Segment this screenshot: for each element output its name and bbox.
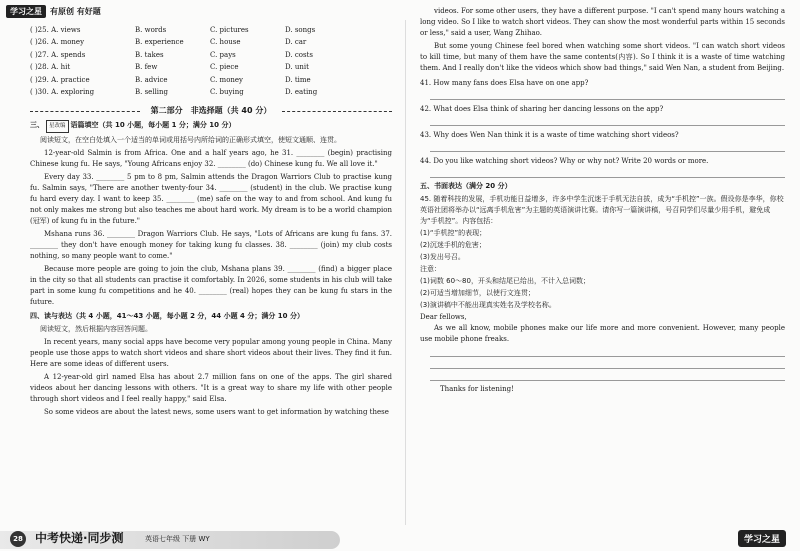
mc-row <box>30 24 392 37</box>
writing-line[interactable] <box>430 359 785 369</box>
writing-prompt: 45. 随着科技的发展，手机功能日益增多，许多中学生沉迷于手机无法自拔，成为“手机控”一族。假设你是李华，你校英语社团将举办以“远离手机危害”为主题的英语演讲比赛。请你写一篇演讲稿，号召同学们尽量少用手机，避免成为“手机控”。内容包括： <box>420 195 784 225</box>
page-number: 28 <box>10 531 26 547</box>
edition-label: 英语七年级 下册 WY <box>145 535 210 543</box>
mc-row <box>30 62 392 75</box>
section-4-instructions: 阅读短文，然后根据内容回答问题。 <box>40 325 152 333</box>
mc-option: B. few <box>135 63 158 72</box>
passage-paragraph: But some young Chinese feel bored when watching some short videos. "I can watch short videos to kill time, but many of them have the same contents(内容). So I think it is a waste of time watching them. And I really don't like the videos which show bad things," said Wen Nan, a student from Beijing. <box>420 42 785 72</box>
section-3-title: 语篇填空（共 10 小题，每小题 1 分；满分 10 分） <box>70 121 236 129</box>
mc-option: C. money <box>210 75 244 84</box>
part-two-heading: 第二部分 非选择题（共 40 分） <box>30 105 392 116</box>
section-5-heading: 五、书面表达（满分 20 分） <box>420 182 512 190</box>
mc-option: C. buying <box>210 88 244 97</box>
note-item: (1)词数 60～80，开头和结尾已给出，不计入总词数； <box>420 277 590 285</box>
mc-option: D. unit <box>285 63 309 72</box>
section-4-heading: 四、读与表达（共 4 小题，41～43 小题，每小题 2 分，44 小题 4 分；满分 10 分） <box>30 312 304 320</box>
section-3-instructions: 阅读短文，在空白处填入一个适当的单词或用括号内所给词的正确形式填空，使短文通顺、连贯。 <box>40 136 341 144</box>
section-3-heading <box>30 120 392 133</box>
prompt-item: (3)发出号召。 <box>420 253 465 261</box>
passage-paragraph: Because more people are going to join the club, Mshana plans 39. ________ (find) a bigger place in the city so that all students can practise it comfortably. In 2026, some students in his club will take part in some kung fu competitions and he 40. ________ (real) hopes they can be kung fu stars in the future. <box>30 265 392 306</box>
mc-option: B. experience <box>135 38 184 47</box>
letter-closing: Thanks for listening! <box>440 385 514 393</box>
passage-paragraph: 12-year-old Salmin is from Africa. One and a half years ago, he 31. ________ (begin) practising Chinese kung fu. He says, "Young Africans enjoy 32. ________ (do) Chinese kung fu. We all love it." <box>30 149 392 168</box>
mc-option: A. spends <box>51 50 86 59</box>
header-bar <box>6 4 101 18</box>
multiple-choice-block <box>30 24 392 99</box>
answer-line[interactable] <box>430 90 785 100</box>
mc-option: C. house <box>210 38 241 47</box>
notes-title: 注意： <box>420 265 441 273</box>
series-title: 中考快递·同步测 <box>35 531 124 545</box>
answer-line[interactable] <box>430 116 785 126</box>
letter-opening: As we all know, mobile phones make our life more and more convenient. However, many people use mobile phone freaks. <box>420 324 785 343</box>
question-43: 43. Why does Wen Nan think it is a waste of time watching short videos? <box>420 131 679 139</box>
mc-option: B. advice <box>135 75 168 84</box>
passage-paragraph: Mshana runs 36. ________ Dragon Warriors Club. He says, "Lots of Africans are kung fu fans. 37. ________ they don't have enough money for taking kung fu classes. 38. ________ (join) my club costs nothing, so many people want to come." <box>30 230 392 260</box>
writing-line[interactable] <box>430 347 785 357</box>
mc-option: A. money <box>51 38 85 47</box>
mc-row <box>30 87 392 100</box>
passage-paragraph: A 12-year-old girl named Elsa has about 2.7 million fans on one of the apps. The girl shared videos about her dancing lessons with others. "It is a great way to share my life with other people through short videos and I feel really happy," said Elsa. <box>30 373 392 403</box>
mc-num: ( )29. <box>30 75 49 84</box>
note-item: (3)演讲稿中不能出现真实姓名及学校名称。 <box>420 301 556 309</box>
mc-option: D. car <box>285 38 307 47</box>
mc-option: C. piece <box>210 63 239 72</box>
question-44: 44. Do you like watching short videos? Why or why not? Write 20 words or more. <box>420 157 709 165</box>
mc-option: B. selling <box>135 88 169 97</box>
mc-row <box>30 74 392 87</box>
question-42: 42. What does Elsa think of sharing her dancing lessons on the app? <box>420 105 664 113</box>
mc-option: D. costs <box>285 50 313 59</box>
mc-option: C. pays <box>210 50 236 59</box>
mc-num: ( )30. <box>30 88 49 97</box>
mc-row <box>30 49 392 62</box>
prompt-item: (1)“手机控”的表现； <box>420 229 487 237</box>
column-divider <box>405 20 406 525</box>
answer-line[interactable] <box>430 142 785 152</box>
header-slogan: 有原创 有好题 <box>50 6 101 16</box>
mc-option: B. words <box>135 25 167 34</box>
answer-line[interactable] <box>430 168 785 178</box>
mc-option: A. hit <box>51 63 71 72</box>
passage-paragraph: Every day 33. ________ 5 pm to 8 pm, Salmin attends the Dragon Warriors Club to practise kung fu. Salmin says, "There are another twenty-four 34. ________ (student) in the club. We practise kung fu hard every day. I want to keep 35. ________ (me) safe on the way to and from school. And kung fu not only makes me strong but also teaches me about hard work. My dream is to be a world champion (冠军) of kung fu in the future." <box>30 173 392 225</box>
prompt-item: (2)沉迷手机的危害； <box>420 241 486 249</box>
question-41: 41. How many fans does Elsa have on one app? <box>420 79 589 87</box>
mc-num: ( )27. <box>30 50 49 59</box>
writing-line[interactable] <box>430 371 785 381</box>
left-column <box>30 24 392 420</box>
mc-option: D. songs <box>285 25 316 34</box>
mc-option: A. views <box>51 25 81 34</box>
mc-option: C. pictures <box>210 25 249 34</box>
brand-logo: 学习之星 <box>6 5 46 18</box>
mc-option: D. time <box>285 75 311 84</box>
section-3-number: 三、 <box>30 121 44 129</box>
right-column <box>420 6 785 395</box>
passage-paragraph: In recent years, many social apps have become very popular among young people in China. Many people use those apps to watch short videos and share short videos about their lives. They find it fun. Here are some ideas of different users. <box>30 338 392 368</box>
passage-paragraph: videos. For some other users, they have a different purpose. "I can't spend many hours watching a long video. So I like to watch short videos. They can show the most wonderful parts within 15 seconds or less," said a user, Wang Zhihao. <box>420 7 785 37</box>
footer-brand-logo: 学习之星 <box>738 530 786 547</box>
passage-paragraph: So some videos are about the latest news, some users want to get information by watching these <box>44 408 389 416</box>
page-footer <box>0 529 800 551</box>
mc-num: ( )25. <box>30 25 49 34</box>
note-item: (2)可适当增加细节，以使行文连贯； <box>420 289 535 297</box>
mc-option: A. exploring <box>51 88 95 97</box>
letter-greeting: Dear fellows, <box>420 313 467 321</box>
mc-num: ( )28. <box>30 63 49 72</box>
mc-row <box>30 37 392 50</box>
mc-option: D. eating <box>285 88 318 97</box>
mc-option: B. takes <box>135 50 164 59</box>
adapted-tag: 星改编 <box>46 120 69 133</box>
mc-option: A. practice <box>51 75 90 84</box>
mc-num: ( )26. <box>30 38 49 47</box>
